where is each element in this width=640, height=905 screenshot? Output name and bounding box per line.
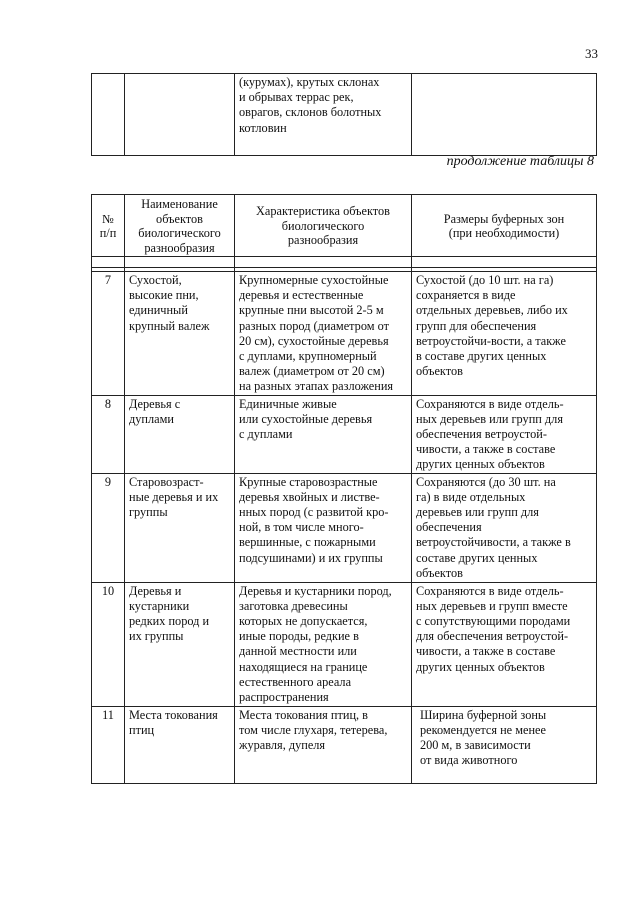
buffer-zone: Сохраняются в виде отдель- ных деревьев и групп вместе с сопутствующими породами для обеспечения ветроустой- чивости, а также в составе других ценных объектов: [412, 582, 597, 706]
table-row: [92, 395, 597, 473]
table-row: [92, 473, 597, 582]
object-name: Сухостой, высокие пни, единичный крупный валеж: [125, 272, 235, 396]
spacer-cell: [412, 257, 597, 268]
object-characteristic: Деревья и кустарники пород, заготовка древесины которых не допускается, иные породы, редкие в данной местности или находящиеся на границе естественного ареала распространения: [235, 582, 412, 706]
buffer-zone: Сохраняются (до 30 шт. на га) в виде отдельных деревьев или групп для обеспечения ветроустойчивости, а также в составе других ценных объектов: [412, 473, 597, 582]
spacer-cell: [235, 257, 412, 268]
characteristic-cell: (курумах), крутых склонах и обрывах террас рек, оврагов, склонов болотных котловин: [235, 74, 412, 156]
table-8-continuation: [91, 194, 597, 784]
object-name: Деревья с дуплами: [125, 395, 235, 473]
table-continuation-label: продолжение таблицы 8: [446, 154, 594, 169]
object-characteristic: Крупномерные сухостойные деревья и естественные крупные пни высотой 2-5 м разных пород (диаметром от 20 см), сухостойные деревья с дуплами, крупномерный валеж (диаметром от 20 см) на разных этапах разложения: [235, 272, 412, 396]
buffer-zone: Сухостой (до 10 шт. на га) сохраняется в виде отдельных деревьев, либо их групп для обеспечения ветроустойчи-вости, а также в составе других ценных объектов: [412, 272, 597, 396]
header-name: Наименование объектов биологического разнообразия: [125, 195, 235, 257]
row-number: 7: [92, 272, 125, 396]
row-number: 9: [92, 473, 125, 582]
num-cell: [92, 74, 125, 156]
object-name: Деревья и кустарники редких пород и их группы: [125, 582, 235, 706]
table-row: [92, 74, 597, 156]
table-header-row: [92, 195, 597, 257]
spacer-cell: [125, 257, 235, 268]
row-number: 11: [92, 706, 125, 783]
header-num: № п/п: [92, 195, 125, 257]
object-characteristic: Единичные живые или сухостойные деревья с дуплами: [235, 395, 412, 473]
object-name: Старовозраст- ные деревья и их группы: [125, 473, 235, 582]
buffer-zone: Сохраняются в виде отдель- ных деревьев или групп для обеспечения ветроустой- чивости, а также в составе других ценных объектов: [412, 395, 597, 473]
object-characteristic: Места токования птиц, в том числе глухаря, тетерева, журавля, дупеля: [235, 706, 412, 783]
header-characteristic: Характеристика объектов биологического разнообразия: [235, 195, 412, 257]
table-row: [92, 272, 597, 396]
table-8-previous-part: [91, 73, 597, 156]
table-row: [92, 706, 597, 783]
name-cell: [125, 74, 235, 156]
column-number-row: [92, 257, 597, 268]
object-name: Места токования птиц: [125, 706, 235, 783]
spacer-cell: [92, 257, 125, 268]
buffer-cell: [412, 74, 597, 156]
row-number: 10: [92, 582, 125, 706]
table-row: [92, 582, 597, 706]
object-characteristic: Крупные старовозрастные деревья хвойных и листве- нных пород (с развитой кро- ной, в том числе много- вершинные, с пожарными подсушинами) и их группы: [235, 473, 412, 582]
page-number: 33: [585, 46, 598, 61]
header-buffer: Размеры буферных зон (при необходимости): [412, 195, 597, 257]
row-number: 8: [92, 395, 125, 473]
buffer-zone: Ширина буферной зоны рекомендуется не менее 200 м, в зависимости от вида животного: [412, 706, 597, 783]
